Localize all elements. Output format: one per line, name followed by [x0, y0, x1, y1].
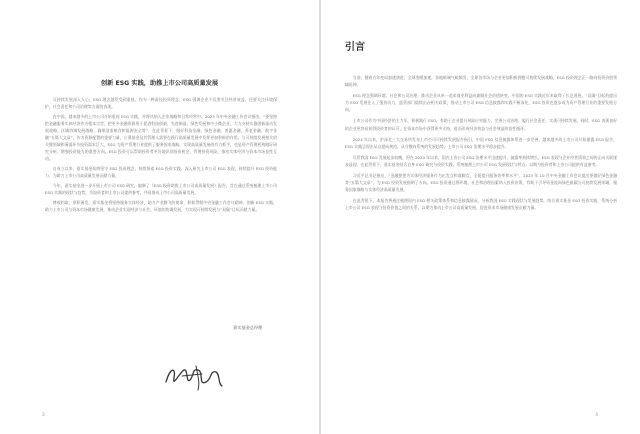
left-paragraph-2: 在中国，越来越多的上市公司开始重视 ESG 实践，并将其纳入企业战略和日常经营中。2023 年中央金融工作会议指出，“要坚持把金融服务实体经济作为根本宗旨，把更多金融资源用于促进科技创新、先进制造、绿色发展和中小微企业，大力支持实施创新驱动发展战略、区域协调发展战略，确保国家粮食和能源安全等”，在此背景下，做好科技金融、绿色金融、普惠金融、养老金融、数字金融“五篇大文章”，作为资源配置的重要力量，公募基金及其管理人需要在践行高质量发展中发挥更加积极的作用。与可持续发展相关的关键领域和薄弱环节投资需求巨大，ESG 为资产管理行业提供了服务国家战略、实现高质量发展的有力抓手，也是资产管理机构做好研究分析、增强投资能力的重要方向。ESG 投资可以帮助投资者更好地识别投资机会、管理投资风险，推动实体经济与资本市场良性互动。 [45, 114, 277, 161]
signature-org: 嘉实基金总经理 [233, 325, 263, 330]
right-paragraph-5: 尽管我国 ESG 发展起步较晚，但在 2020 年以来，国内上市公司 ESG 治理水平迅速提升，披露率持续增长，ESG 表现与企业经营绩效之间的正向关联逐步显现。在此背景下，嘉实基金结合自身 ESG 研究与投资实践，系统梳理上市公司 ESG 发展现状与特点，以期为投资者和上市公司提供有益参考。 [345, 154, 617, 167]
left-paragraph-5: 博观约取，厚积薄发。嘉实基金将坚持服务实体经济，助力产业腾飞的使命，积极贯彻中央金融工作会议精神，创新 ESG 实践，助力上市公司与资本市场健康发展，推动企业实现经济与社会、环境的协调发展，为实现可持续发展与“双碳”目标贡献力量。 [45, 200, 277, 212]
right-paragraph-7: 在此背景下，本报告将通过梳理国内 ESG 相关政策体系和信息披露情况、分析我国 ESG 实践现状与发展趋势，结合嘉实基金 ESG 投资实践，系统分析上市公司 ESG 表现与投资价值之间的关系，以期为推动上市公司高质量发展、促进资本市场健康发展贡献力量。 [345, 198, 617, 211]
right-page-body [345, 74, 617, 216]
right-paragraph-4: 2024 年以来，沪深北三大交易所发布上市公司可持续发展报告指引，中国 ESG 信息披露体系进一步完善，越来越多的上市公司开始披露 ESG 报告，ESG 实践呈现出从自愿向规范、从分散向系统的发展趋势，上市公司 ESG 治理水平稳步提升。 [345, 136, 617, 149]
left-paragraph-1: 可持续发展深入人心，ESG 理念越发受到重视。作为一种责任投资理念，ESG 强调企业不仅要关注经济效益，还要关注环境保护、社会责任和公司治理等方面的表现。 [45, 97, 277, 109]
right-paragraph-6: 习近平总书记指出，“金融要把为实体经济服务作为出发点和落脚点，全面提升服务效率和水平”。2023 年 10 月中央金融工作会议提出要做好绿色金融等“五篇大文章”，为 ESG 投资发展指明了方向。ESG 投资通过将环境、社会和治理因素纳入投资决策，有助于引导资金流向绿色低碳与可持续发展领域，服务国家战略与实体经济高质量发展。 [345, 173, 617, 193]
right-page-title: 引言 [345, 42, 365, 53]
handwritten-signature-icon [162, 362, 226, 392]
left-page-body [45, 96, 277, 216]
left-paragraph-4: 今年，嘉实基金进一步开展上市公司 ESG 研究，编制了《ESG 投资助推上市公司高质量发展》报告，旨在通过系统梳理上市公司 ESG 实践的现状与趋势，为投资者和上市公司提供参考，共同推动上市公司高质量发展。 [45, 183, 277, 195]
page-number-left: 3 [42, 413, 45, 418]
page-number-right: 4 [595, 413, 598, 418]
left-page-title: 创新 ESG 实践，助推上市公司高质量发展 [100, 80, 219, 87]
right-page [321, 0, 640, 434]
right-paragraph-2: ESG 理念强调环境、社会和公司治理，推动企业从单一追求商业利益向兼顾社会价值转变。中国的 ESG 实践近年来取得了长足进展，“双碳”目标的提出为 ESG 发展注入了强劲动力，监管部门陆续出台相关政策，推动上市公司 ESG 信息披露和实践不断深化，ESG 投资也逐步成为资产管理行业的重要发展方向。 [345, 93, 617, 113]
right-paragraph-3: 上市公司作为中国经济的主力军，积极践行 ESG，有助于企业提升风险应对能力、完善公司治理、履行社会责任，实现可持续发展。同时，ESG 表现良好的企业更容易获得投资者的认可，在资本市场中获得更多支持，进而形成经济效益与社会效益的良性循环。 [345, 118, 617, 131]
left-paragraph-3: 自成立以来，嘉实基金始终坚守 ESG 投资理念，持续探索 ESG 投资实践，深入研究上市公司 ESG 表现，持续提升 ESG 投资能力，为助力上市公司高质量发展贡献力量。 [45, 166, 277, 178]
right-paragraph-1: 当前，随着百年变局加速演进，全球变暖加速，各地极端气候频发，全球各市场与企业更加积极拥抱可持续发展战略，ESG 投资理念正一路向投资价值领域延伸。 [345, 75, 617, 88]
left-page [0, 0, 319, 434]
